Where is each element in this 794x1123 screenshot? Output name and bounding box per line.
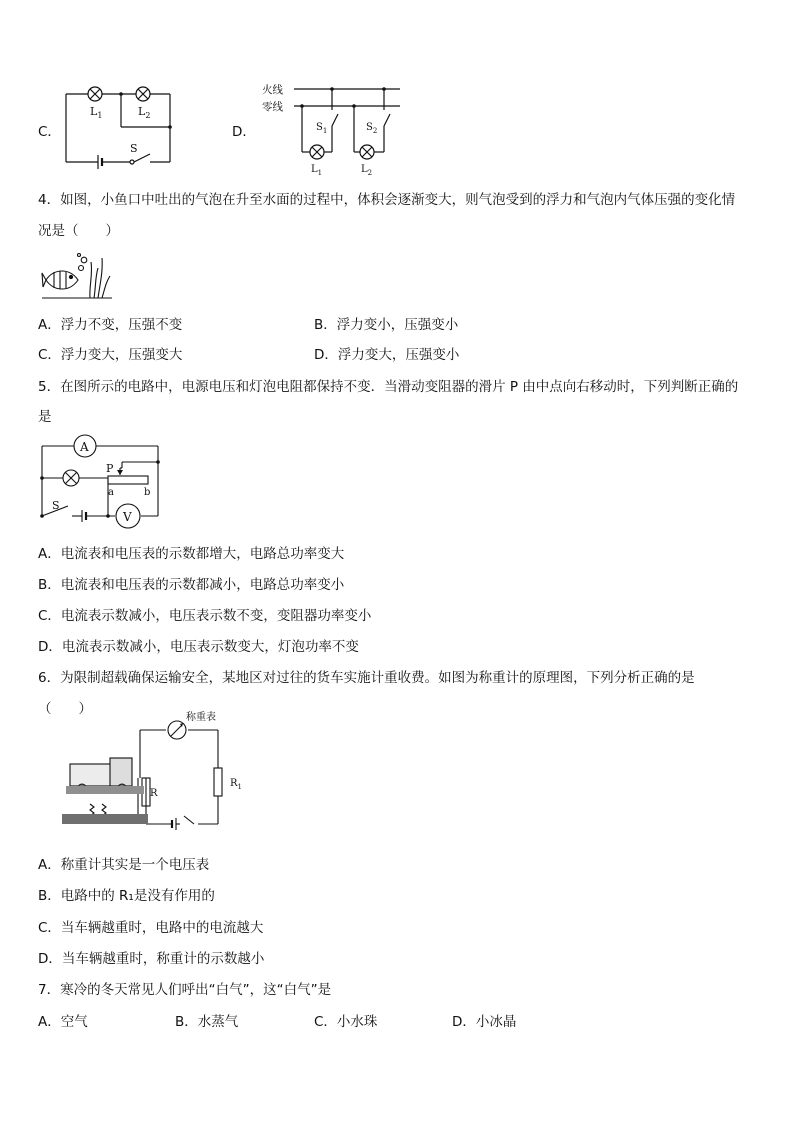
- q5-option-d: D．电流表示数减小，电压表示数变大，灯泡功率不变: [38, 639, 359, 655]
- slider-circuit-figure: [38, 432, 164, 528]
- q5-stem-line2: 是: [38, 409, 52, 425]
- q4-option-c: C．浮力变大，压强变大: [38, 347, 183, 363]
- circuit-diagram-d: [258, 80, 408, 180]
- q4-stem-line1: 4．如图，小鱼口中吐出的气泡在升至水面的过程中，体积会逐渐变大，则气泡受到的浮力和气泡内气体压强的变化情: [38, 192, 736, 208]
- svg-text:P: P: [106, 462, 114, 475]
- svg-text:R1: $R_1$: [230, 778, 242, 791]
- q5-option-a: A．电流表和电压表的示数都增大，电路总功率变大: [38, 546, 345, 562]
- q6-option-c: C．当车辆越重时，电路中的电流越大: [38, 920, 264, 936]
- svg-text:b: b: [144, 487, 151, 498]
- q6-option-b: B．电路中的 R₁是没有作用的: [38, 888, 215, 904]
- svg-text:称重表: 称重表: [186, 712, 216, 723]
- q4-option-d: D．浮力变大，压强变小: [314, 347, 460, 363]
- svg-text:S: S: [130, 142, 138, 155]
- svg-text:火线: 火线: [262, 84, 283, 96]
- svg-text:a: a: [108, 487, 114, 498]
- option-d-label: D．: [232, 124, 256, 140]
- q7-option-d: D．小冰晶: [452, 1014, 517, 1030]
- svg-text:L2: $L_2$: [361, 164, 373, 177]
- q5-option-b: B．电流表和电压表的示数都减小，电路总功率变小: [38, 577, 345, 593]
- q7-option-c: C．小水珠: [314, 1014, 378, 1030]
- q6-stem-line1: 6．为限制超载确保运输安全，某地区对过往的货车实施计重收费。如图为称重计的原理图，下列分析正确的是: [38, 670, 695, 686]
- q4-stem-line2: 况是（ ）: [38, 223, 119, 239]
- svg-text:S1: $S_1$: [316, 122, 328, 135]
- q5-option-c: C．电流表示数减小，电压表示数不变，变阻器功率变小: [38, 608, 372, 624]
- circuit-diagram-c: [60, 82, 180, 172]
- q6-option-a: A．称重计其实是一个电压表: [38, 857, 210, 873]
- q7-option-a: A．空气: [38, 1014, 88, 1030]
- q4-option-b: B．浮力变小，压强变小: [314, 317, 459, 333]
- svg-text:零线: 零线: [262, 101, 283, 113]
- svg-text:L1: $L_1$: [90, 105, 103, 120]
- svg-text:S2: $S_2$: [366, 122, 378, 135]
- svg-text:L1: $L_1$: [311, 164, 323, 177]
- fish-bubble-figure: [40, 254, 114, 302]
- weighing-circuit-figure: [58, 712, 258, 832]
- svg-text:R: R: [150, 788, 158, 799]
- q7-option-b: B．水蒸气: [175, 1014, 239, 1030]
- option-c-label: C．: [38, 124, 61, 140]
- q5-stem-line1: 5．在图所示的电路中，电源电压和灯泡电阻都保持不变．当滑动变阻器的滑片 P 由中点向右移动时，下列判断正确的: [38, 379, 739, 395]
- q7-stem: 7．寒冷的冬天常见人们呼出“白气”，这“白气”是: [38, 982, 332, 998]
- svg-text:S: S: [52, 499, 60, 512]
- svg-text:L2: $L_2$: [138, 105, 151, 120]
- q6-option-d: D．当车辆越重时，称重计的示数越小: [38, 951, 265, 967]
- svg-text:A: A: [80, 440, 89, 454]
- svg-text:V: V: [123, 510, 132, 524]
- q4-option-a: A．浮力不变，压强不变: [38, 317, 183, 333]
- q6-stem-line2: （ ）: [38, 701, 92, 717]
